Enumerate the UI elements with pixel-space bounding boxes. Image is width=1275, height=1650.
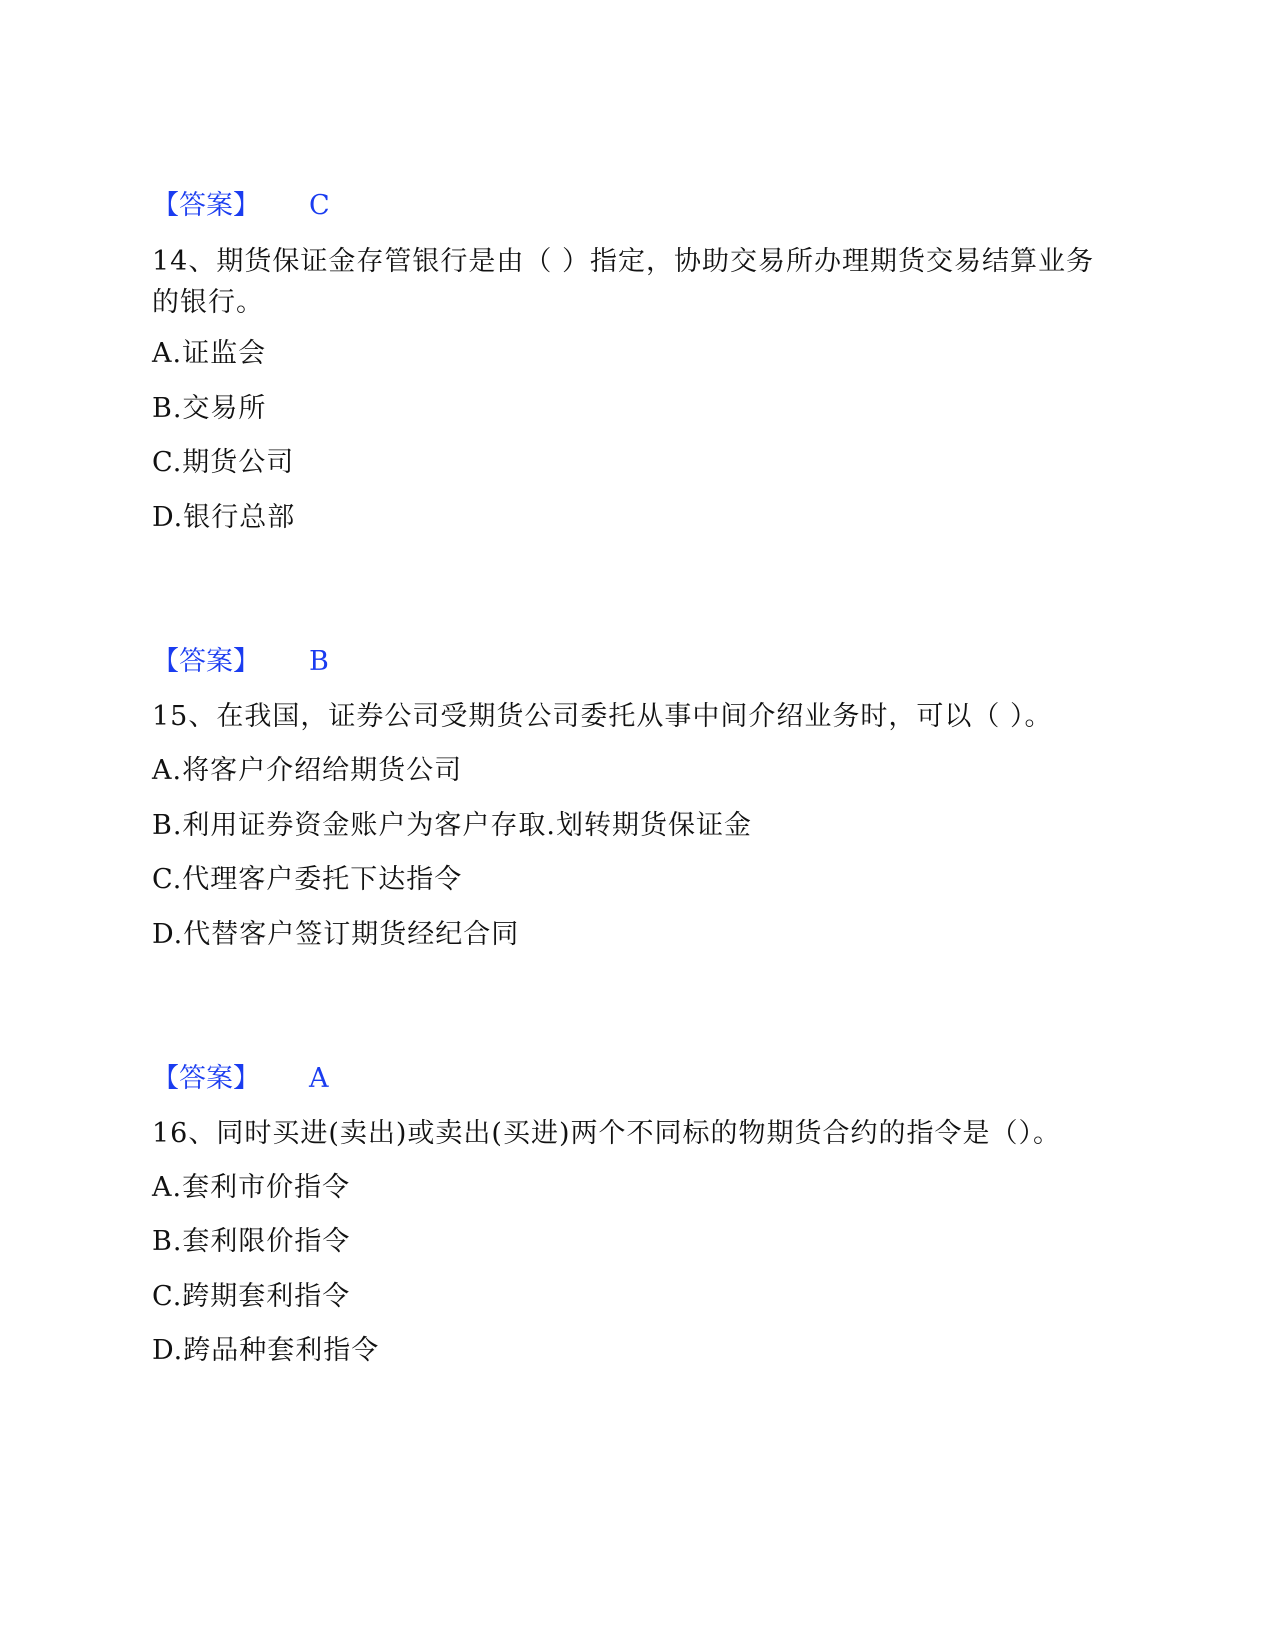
question-text: 15、在我国，证券公司受期货公司委托从事中间介绍业务时，可以（ ）。 <box>152 701 1053 732</box>
option-b: B.交易所 <box>152 393 267 424</box>
option-c: C.期货公司 <box>152 447 295 478</box>
answer-value: C <box>309 190 330 221</box>
answer-row <box>152 644 329 680</box>
answer-value: A <box>309 1063 329 1094</box>
answer-label: 【答案】 <box>152 1063 260 1094</box>
question-text: 14、期货保证金存管银行是由（ ）指定，协助交易所办理期货交易结算业务的银行。 <box>152 246 1094 318</box>
option-b: B.套利限价指令 <box>152 1226 351 1257</box>
answer-label: 【答案】 <box>152 646 260 677</box>
option-c: C.跨期套利指令 <box>152 1281 351 1312</box>
option-b: B.利用证券资金账户为客户存取.划转期货保证金 <box>152 810 753 841</box>
option-d: D.代替客户签订期货经纪合同 <box>152 919 520 950</box>
option-a: A.证监会 <box>152 338 267 369</box>
answer-label: 【答案】 <box>152 190 260 221</box>
answer-value: B <box>309 646 329 677</box>
answer-row <box>152 188 330 224</box>
option-a: A.将客户介绍给期货公司 <box>152 755 463 786</box>
option-c: C.代理客户委托下达指令 <box>152 864 463 895</box>
option-d: D.跨品种套利指令 <box>152 1335 380 1366</box>
question-text: 16、同时买进(卖出)或卖出(买进)两个不同标的物期货合约的指令是（）。 <box>152 1118 1061 1149</box>
option-d: D.银行总部 <box>152 502 296 533</box>
option-a: A.套利市价指令 <box>152 1172 351 1203</box>
answer-row <box>152 1061 329 1097</box>
